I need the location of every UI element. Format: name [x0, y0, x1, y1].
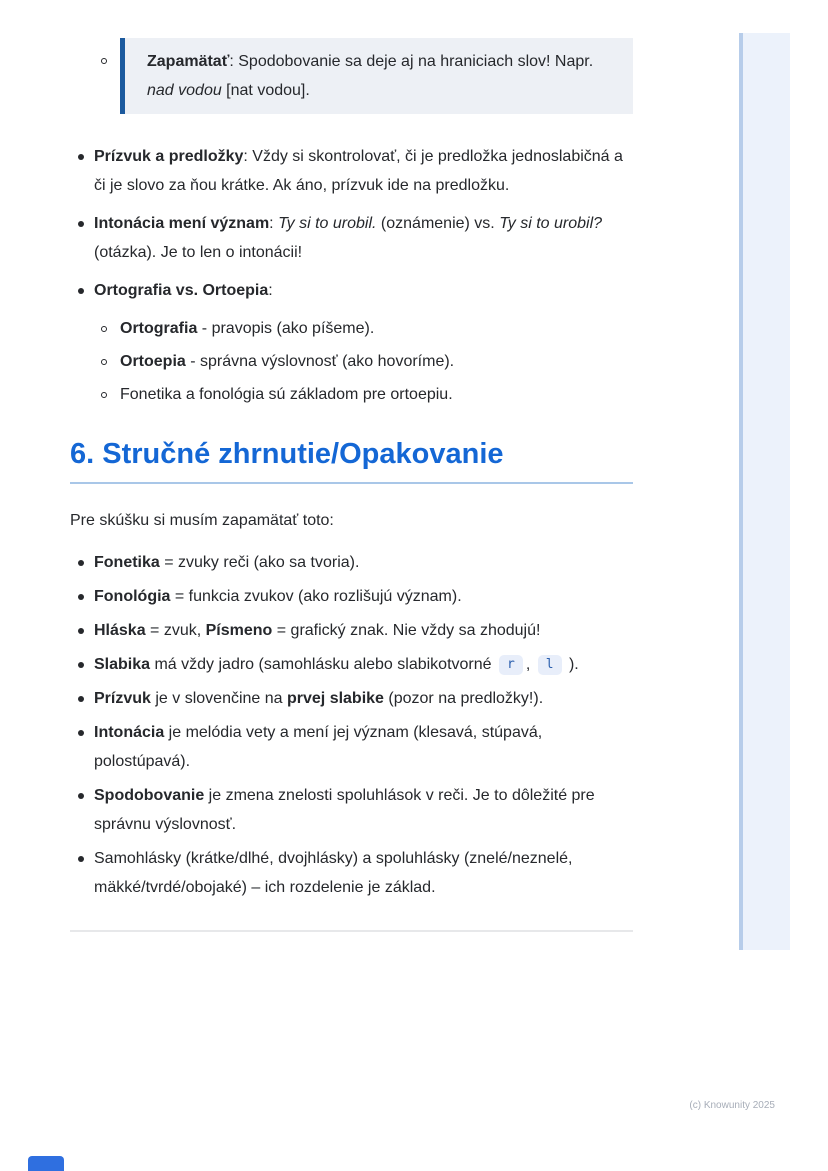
inline-code-chip: r	[499, 655, 523, 675]
list-item	[70, 209, 633, 267]
inline-code-chip: l	[538, 655, 562, 675]
list-item-text	[94, 148, 623, 194]
list-item-text	[120, 320, 374, 337]
bullet-marker	[78, 730, 84, 736]
bold-text: Ortografia	[120, 320, 198, 337]
bold-text: Slabika	[94, 656, 151, 673]
bold-text: Intonácia mení význam	[94, 215, 270, 232]
text-segment: : Vždy si skontrolovať, či je predložka jednoslabičná a či je slovo za ňou krátke. Ak áno, prízvuk ide na predložku.	[94, 148, 623, 194]
list-item	[70, 616, 633, 645]
callout-note	[120, 38, 633, 114]
text-segment: Fonetika a fonológia sú základom pre ortoepiu.	[120, 386, 453, 403]
list-item-text	[94, 850, 572, 896]
list-item	[70, 276, 633, 305]
bold-text: Ortoepia	[120, 353, 186, 370]
bullet-marker	[78, 662, 84, 668]
bold-text: Prízvuk a predložky	[94, 148, 244, 165]
bullet-marker	[78, 793, 84, 799]
list-item-text	[94, 724, 542, 770]
bold-text: Fonetika	[94, 554, 160, 571]
bold-text: Spodobovanie	[94, 787, 205, 804]
text-segment: = grafický znak. Nie vždy sa zhodujú!	[272, 622, 541, 639]
bold-text: Fonológia	[94, 588, 171, 605]
list-item-text	[120, 353, 454, 370]
bullet-marker	[101, 359, 107, 365]
list-item-text	[94, 787, 595, 833]
list-item-text	[94, 588, 462, 605]
list-item-text	[120, 386, 453, 403]
bold-text: prvej slabike	[287, 690, 384, 707]
page-corner-accent	[28, 1156, 64, 1171]
text-segment: :	[269, 215, 279, 232]
text-segment: má vždy jadro (samohlásku alebo slabikotvorné	[150, 656, 496, 673]
key-points-list	[70, 142, 633, 409]
bullet-marker	[78, 594, 84, 600]
list-item	[70, 650, 633, 679]
text-segment: Samohlásky (krátke/dlhé, dvojhlásky) a spoluhlásky (znelé/neznelé, mäkké/tvrdé/obojaké) – ich rozdelenie je základ.	[94, 850, 573, 896]
list-item	[70, 548, 633, 577]
list-item	[70, 582, 633, 611]
text-segment: = zvuky reči (ako sa tvoria).	[159, 554, 360, 571]
bullet-marker	[101, 392, 107, 398]
bold-text: Prízvuk	[94, 690, 151, 707]
list-item-text	[94, 622, 540, 639]
bullet-marker	[78, 856, 84, 862]
bold-text: Ortografia vs. Ortoepia	[94, 282, 269, 299]
bullet-marker	[78, 628, 84, 634]
text-segment: = zvuk,	[145, 622, 206, 639]
text-segment: je melódia vety a mení jej význam (klesavá, stúpavá, polostúpavá).	[94, 724, 543, 770]
document-content	[70, 38, 633, 932]
text-segment: ,	[525, 656, 535, 673]
section-intro: Pre skúšku si musím zapamätať toto:	[70, 512, 334, 529]
text-segment: : Spodobovanie sa deje aj na hraniciach slov! Napr.	[229, 53, 594, 70]
content-divider	[70, 930, 633, 932]
bullet-marker	[78, 154, 84, 160]
list-item	[70, 347, 633, 376]
list-item-text	[94, 690, 543, 707]
list-item-text	[94, 656, 579, 673]
side-scroll-rail[interactable]	[739, 33, 790, 950]
text-segment: = funkcia zvukov (ako rozlišujú význam).	[170, 588, 462, 605]
list-item-text	[94, 282, 273, 299]
text-segment: (otázka). Je to len o intonácii!	[94, 244, 303, 261]
list-item-text	[94, 215, 602, 261]
italic-text: Ty si to urobil.	[278, 215, 377, 232]
bold-text: Intonácia	[94, 724, 165, 741]
copyright-text: (c) Knowunity 2025	[689, 1100, 775, 1111]
text-segment: :	[268, 282, 273, 299]
text-segment: je v slovenčine na	[150, 690, 287, 707]
section-heading: 6. Stručné zhrnutie/Opakovanie	[70, 437, 633, 484]
list-item	[70, 314, 633, 343]
text-segment: - správna výslovnosť (ako hovoríme).	[185, 353, 455, 370]
bullet-marker	[78, 288, 84, 294]
text-segment: (pozor na predložky!).	[383, 690, 544, 707]
callout-text	[147, 47, 617, 105]
bullet-marker	[101, 58, 107, 64]
bold-text: Hláska	[94, 622, 146, 639]
text-segment: [nat vodou].	[221, 82, 310, 99]
list-item	[70, 684, 633, 713]
text-segment: je zmena znelosti spoluhlások v reči. Je to dôležité pre správnu výslovnosť.	[94, 787, 595, 833]
list-item	[70, 718, 633, 776]
bullet-marker	[78, 560, 84, 566]
text-segment: ).	[564, 656, 579, 673]
summary-list	[70, 548, 633, 902]
bullet-marker	[78, 221, 84, 227]
italic-text: nad vodou	[147, 82, 222, 99]
bullet-marker	[78, 696, 84, 702]
italic-text: Ty si to urobil?	[499, 215, 603, 232]
callout-list-item	[70, 38, 633, 114]
list-item	[70, 142, 633, 200]
list-item	[70, 781, 633, 839]
list-item	[70, 380, 633, 409]
text-segment: (oznámenie) vs.	[376, 215, 500, 232]
bold-text: Písmeno	[205, 622, 273, 639]
callout-label: Zapamätať	[147, 53, 230, 70]
list-item	[70, 844, 633, 902]
text-segment: - pravopis (ako píšeme).	[197, 320, 375, 337]
bullet-marker	[101, 326, 107, 332]
list-item-text	[94, 554, 359, 571]
